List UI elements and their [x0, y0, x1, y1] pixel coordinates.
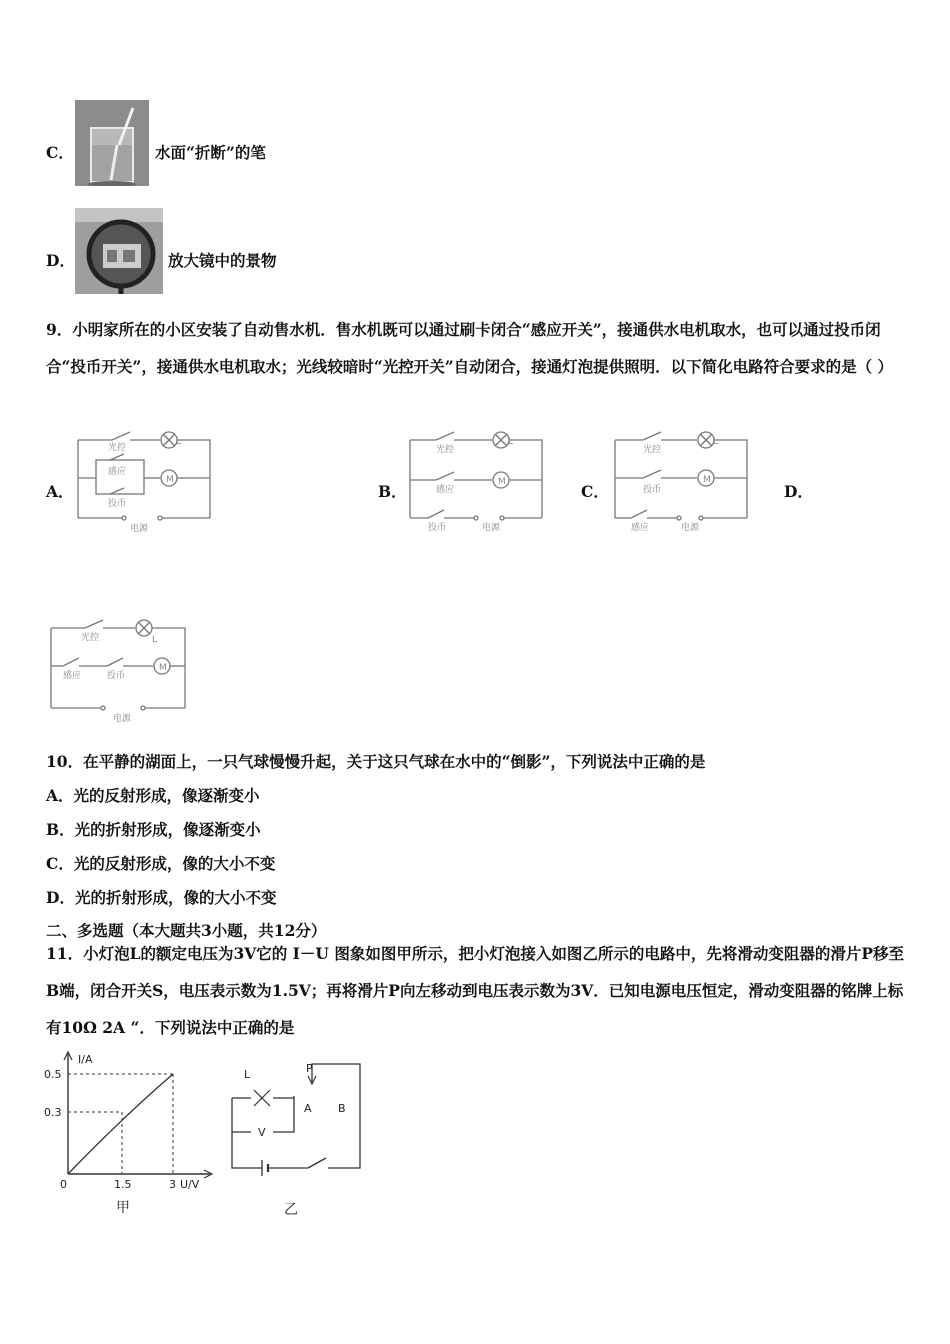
sense-switch-label: 感应 — [108, 467, 127, 477]
q9-option-c-letter: C． — [581, 482, 609, 501]
q10-option-a: A．光的反射形成，像逐渐变小 — [46, 786, 260, 805]
power-label: 电源 — [681, 523, 700, 533]
x-tick-1-5: 1.5 — [114, 1178, 132, 1191]
sense-switch-label: 感应 — [436, 485, 455, 495]
q11-stem: 11．小灯泡L的额定电压为3V它的 I－U 图象如图甲所示，把小灯泡接入如图乙所示的电路中，先将滑动变阻器的滑片P移至B端，闭合开关S，电压表示数为1.5V；再将滑片P向左移动到电压表示数为3V．已知电源电压恒定，滑动变阻器的铭牌上标有10Ω 2A “．下列说法中正确的是 — [46, 944, 904, 1037]
power-label: 电源 — [482, 523, 501, 533]
q9-option-b-letter: B． — [378, 482, 407, 501]
pen-in-water-photo — [75, 100, 149, 186]
y-tick-0-3: 0.3 — [44, 1106, 62, 1119]
power-label: 电源 — [130, 524, 149, 533]
light-switch-label: 光控 — [436, 445, 455, 455]
q9-stem: 9．小明家所在的小区安装了自动售水机．售水机既可以通过刷卡闭合“感应开关”，接通供水电机取水，也可以通过投币闭合“投币开关”，接通供水电机取水；光线较暗时“光控开关”自动闭合，接通灯泡提供照明．以下简化电路符合要求的是（ ） — [46, 320, 894, 376]
lamp-label: L — [244, 1068, 251, 1081]
q10-stem: 10．在平静的湖面上，一只气球慢慢升起，关于这只气球在水中的“倒影”，下列说法中正确的是 — [46, 752, 706, 771]
voltmeter-label: V — [258, 1126, 266, 1139]
light-switch-label: 光控 — [108, 443, 127, 453]
q9-circuit-b — [404, 428, 549, 533]
slider-label: P — [306, 1062, 313, 1075]
motor-label: M — [703, 475, 711, 485]
light-switch-label: 光控 — [81, 633, 100, 643]
motor-label: M — [498, 477, 506, 487]
coin-switch-label: 投币 — [107, 671, 126, 681]
section-title: 二、多选题（本大题共3小题，共12分） — [46, 921, 327, 940]
q9-circuit-a — [72, 428, 217, 533]
q10-option-c: C．光的反射形成，像的大小不变 — [46, 854, 276, 873]
q9-circuit-c — [609, 428, 754, 533]
q8-option-d-letter: D． — [46, 251, 75, 270]
x-axis-label: U/V — [180, 1178, 200, 1191]
magnifier-photo — [75, 208, 163, 294]
end-a-label: A — [304, 1102, 312, 1115]
lamp-label: L — [508, 437, 514, 447]
x-tick-0: 0 — [60, 1178, 67, 1191]
coin-switch-label: 投币 — [643, 485, 662, 495]
q8-option-c-letter: C． — [46, 143, 74, 162]
q9-circuit-d — [45, 616, 193, 724]
q10-option-b: B．光的折射形成，像逐渐变小 — [46, 820, 261, 839]
q10-option-d: D．光的折射形成，像的大小不变 — [46, 888, 277, 907]
lamp-label: L — [713, 437, 719, 447]
motor-label: M — [166, 475, 174, 485]
y-axis-label: I/A — [78, 1053, 93, 1066]
q8-option-d-text: 放大镜中的景物 — [168, 251, 277, 270]
lamp-label: L — [152, 635, 158, 645]
coin-switch-label: 投币 — [428, 523, 447, 533]
end-b-label: B — [338, 1102, 346, 1115]
q9-option-a-letter: A． — [46, 482, 74, 501]
graph-caption: 甲 — [116, 1200, 130, 1216]
q11-iu-graph — [40, 1046, 220, 1226]
q11-circuit-diagram — [220, 1056, 370, 1226]
lamp-label: L — [176, 437, 182, 447]
x-tick-3: 3 — [169, 1178, 176, 1191]
power-label: 电源 — [113, 714, 132, 724]
q9-option-d-letter: D． — [784, 482, 813, 501]
q8-option-c-text: 水面“折断”的笔 — [155, 143, 266, 162]
circuit-caption: 乙 — [284, 1202, 298, 1218]
coin-switch-label: 投币 — [108, 499, 127, 509]
y-tick-0-5: 0.5 — [44, 1068, 62, 1081]
light-switch-label: 光控 — [643, 445, 662, 455]
sense-switch-label: 感应 — [631, 523, 650, 533]
motor-label: M — [159, 663, 167, 673]
sense-switch-label: 感应 — [63, 671, 82, 681]
